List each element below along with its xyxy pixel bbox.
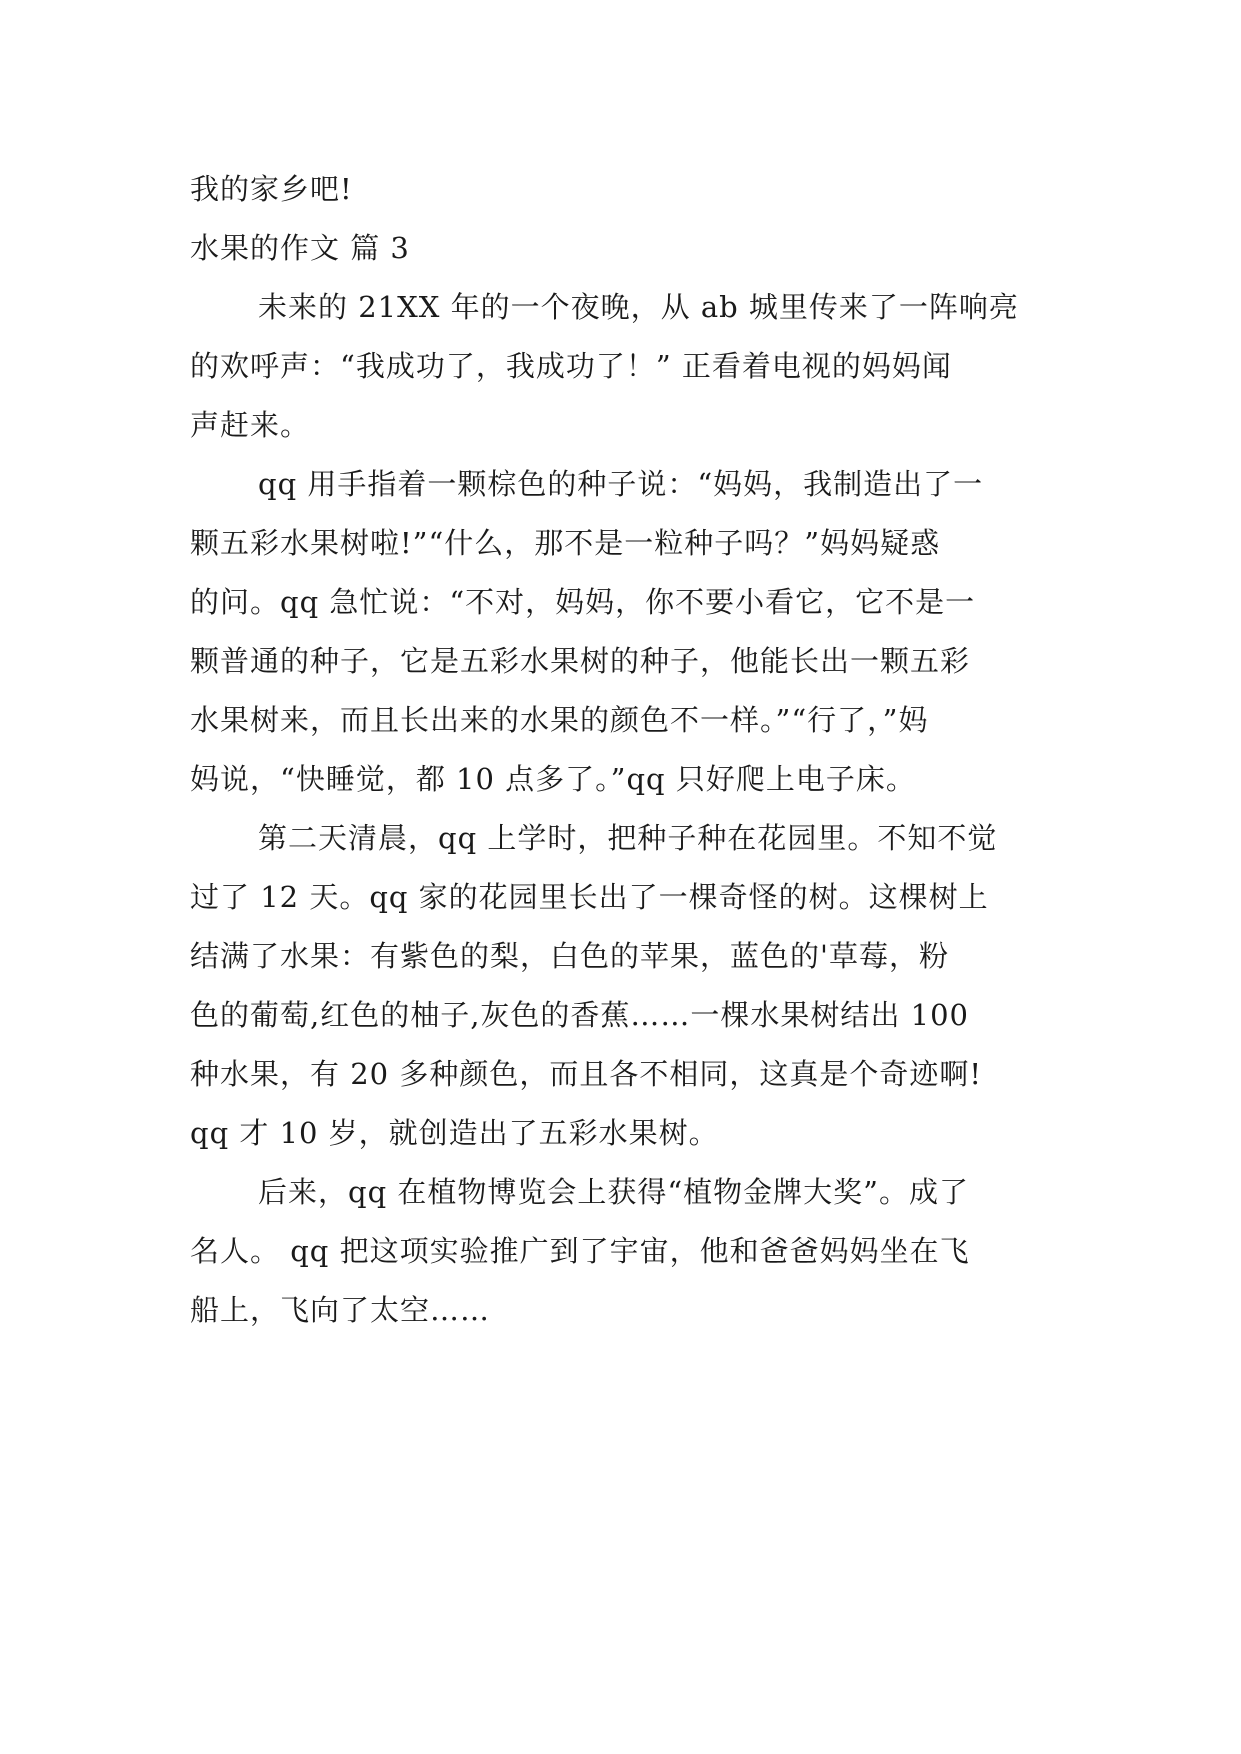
paragraph-line: 未来的 21XX 年的一个夜晚，从 ab 城里传来了一阵响亮 [258, 290, 1019, 324]
document-body [190, 160, 1060, 1340]
paragraph-line: 妈说，“快睡觉，都 10 点多了。”qq 只好爬上电子床。 [190, 762, 916, 796]
paragraph-line: 名人。 qq 把这项实验推广到了宇宙，他和爸爸妈妈坐在飞 [190, 1234, 970, 1268]
paragraph-line: 船上，飞向了太空…… [190, 1293, 491, 1327]
paragraph-line: 结满了水果：有紫色的梨，白色的苹果，蓝色的'草莓，粉 [190, 939, 949, 973]
paragraph-4 [190, 1163, 1060, 1340]
paragraph-2 [190, 455, 1060, 809]
paragraph-line: qq 才 10 岁，就创造出了五彩水果树。 [190, 1116, 719, 1150]
paragraph-line: 颗普通的种子，它是五彩水果树的种子，他能长出一颗五彩 [190, 644, 971, 678]
essay-heading: 水果的作文 篇 3 [190, 231, 410, 265]
paragraph-line: 声赶来。 [190, 408, 311, 442]
paragraph-line: 颗五彩水果树啦!”“什么，那不是一粒种子吗？”妈妈疑惑 [190, 526, 941, 560]
paragraph-line: 第二天清晨，qq 上学时，把种子种在花园里。不知不觉 [258, 821, 998, 855]
paragraph-line: 过了 12 天。qq 家的花园里长出了一棵奇怪的树。这棵树上 [190, 880, 989, 914]
paragraph-1 [190, 278, 1060, 455]
paragraph-line: 的问。qq 急忙说：“不对，妈妈，你不要小看它，它不是一 [190, 585, 976, 619]
paragraph-line: 水果树来，而且长出来的水果的颜色不一样。”“行了，”妈 [190, 703, 929, 737]
intro-line: 我的家乡吧! [190, 172, 353, 206]
paragraph-line: 的欢呼声：“我成功了，我成功了！” 正看着电视的妈妈闻 [190, 349, 952, 383]
paragraph-line: 色的葡萄,红色的柚子,灰色的香蕉……一棵水果树结出 100 [190, 998, 970, 1032]
paragraph-3 [190, 809, 1060, 1163]
paragraph-line: qq 用手指着一颗棕色的种子说：“妈妈，我制造出了一 [258, 467, 984, 501]
paragraph-line: 种水果，有 20 多种颜色，而且各不相同，这真是个奇迹啊! [190, 1057, 982, 1091]
paragraph-line: 后来，qq 在植物博览会上获得“植物金牌大奖”。成了 [258, 1175, 969, 1209]
